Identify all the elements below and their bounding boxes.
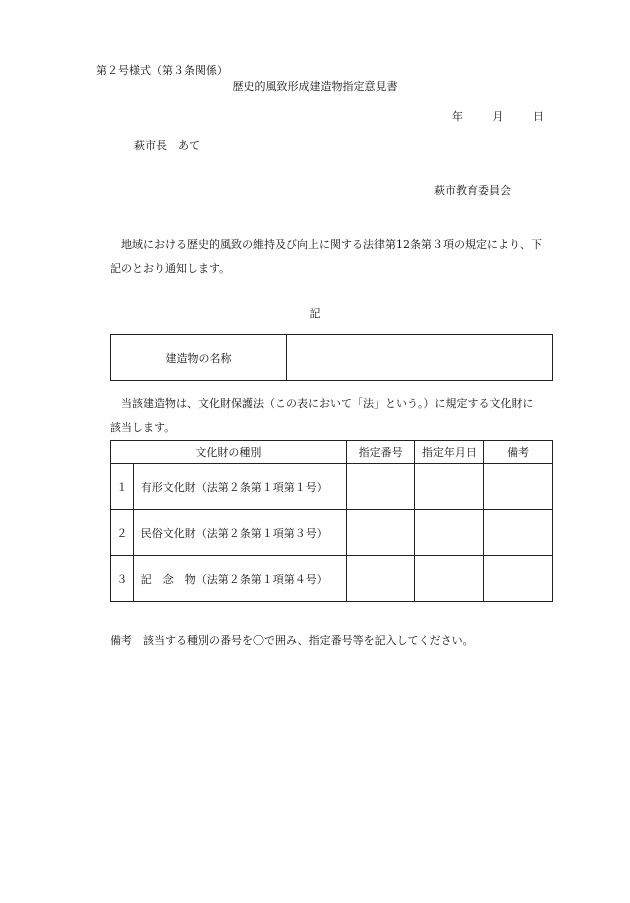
designation-number-cell[interactable] <box>346 556 415 602</box>
body-line: 該当します。 <box>110 421 176 434</box>
body-line: 地域における歴史的風致の維持及び向上に関する法律第12条第３項の規定により、下 <box>121 238 542 251</box>
header-designation-number: 指定番号 <box>346 441 415 464</box>
designation-number-cell[interactable] <box>346 464 415 510</box>
designation-number-cell[interactable] <box>346 510 415 556</box>
notes-cell[interactable] <box>484 556 553 602</box>
body-line: 記のとおり通知します。 <box>110 262 231 275</box>
row-number[interactable]: ２ <box>111 510 134 556</box>
header-designation-date: 指定年月日 <box>415 441 484 464</box>
cultural-property-type-table <box>110 440 553 602</box>
date-day: 日 <box>533 110 544 123</box>
row-kind: 有形文化財（法第２条第１項第１号） <box>133 464 346 510</box>
row-kind: 記 念 物（法第２条第１項第４号） <box>133 556 346 602</box>
date-line <box>426 110 544 124</box>
building-name-label: 建造物の名称 <box>111 335 287 381</box>
table-row <box>111 464 553 510</box>
body-paragraph-notice <box>110 233 572 281</box>
ki-heading: 記 <box>309 307 321 320</box>
form-number: 第２号様式（第３条関係） <box>96 64 228 77</box>
header-notes: 備考 <box>484 441 553 464</box>
table-row <box>111 510 553 556</box>
building-name-table <box>110 334 553 381</box>
body-line: 当該建造物は、文化財保護法（この表において「法」という。）に規定する文化財に <box>121 397 534 410</box>
notes-cell[interactable] <box>484 510 553 556</box>
row-number[interactable]: １ <box>111 464 134 510</box>
recipient: 萩市長 あて <box>134 139 200 152</box>
table-row <box>111 556 553 602</box>
date-month: 月 <box>492 110 504 123</box>
notes-cell[interactable] <box>484 464 553 510</box>
designation-date-cell[interactable] <box>415 464 484 510</box>
header-kind: 文化財の種別 <box>111 441 347 464</box>
row-kind: 民俗文化財（法第２条第１項第３号） <box>133 510 346 556</box>
sender: 萩市教育委員会 <box>434 184 511 197</box>
building-name-value[interactable] <box>287 335 553 381</box>
body-paragraph-applicability <box>110 392 572 440</box>
designation-date-cell[interactable] <box>415 510 484 556</box>
document-title: 歴史的風致形成建造物指定意見書 <box>232 80 398 93</box>
date-year: 年 <box>452 110 463 123</box>
row-number[interactable]: ３ <box>111 556 134 602</box>
designation-date-cell[interactable] <box>415 556 484 602</box>
remarks-note: 備考 該当する種別の番号を〇で囲み、指定番号等を記入してください。 <box>110 634 474 647</box>
